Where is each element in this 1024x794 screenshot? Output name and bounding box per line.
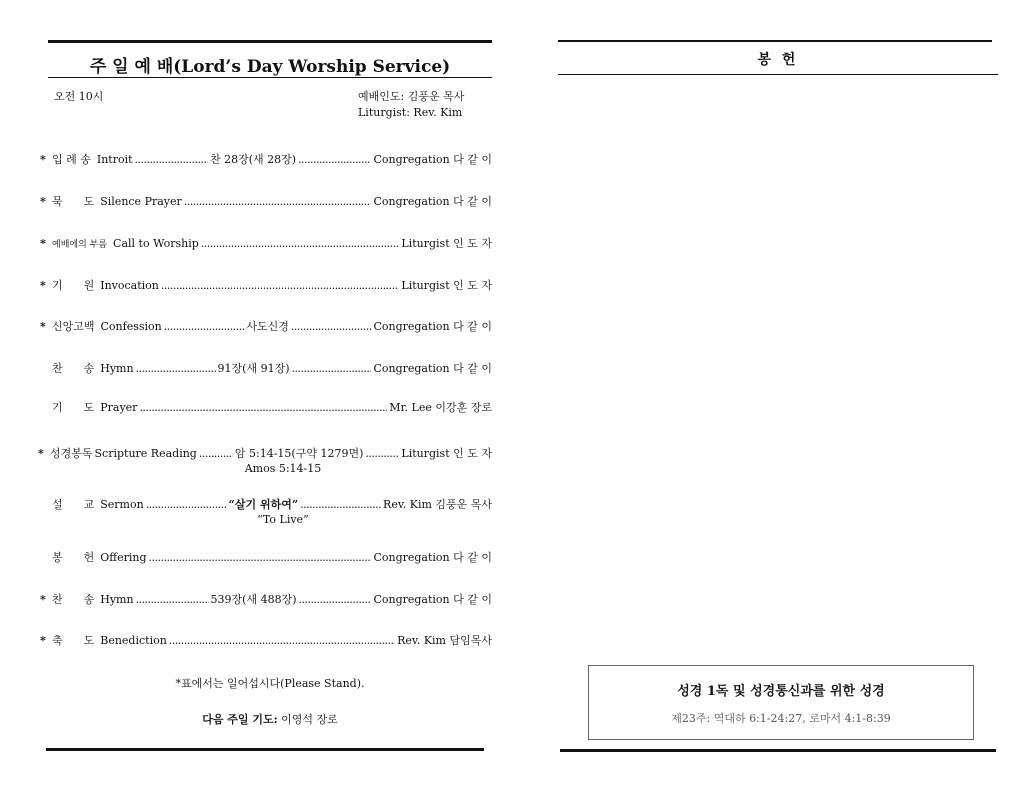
- stand-marker: *: [40, 152, 46, 166]
- item-role: Liturgist 인 도 자: [401, 279, 492, 292]
- item-label-ko: 설 교: [52, 498, 95, 511]
- item-label-en: Benediction: [100, 633, 167, 647]
- left-top-rule: [48, 40, 492, 43]
- item-label-ko: 기 원: [52, 279, 95, 292]
- worship-leader-en: Liturgist: Rev. Kim: [358, 106, 463, 119]
- sermon-title-en: “To Live”: [257, 513, 309, 526]
- stand-marker: *: [40, 194, 46, 208]
- bible-reading-title: 성경 1독 및 성경통신과를 위한 성경: [677, 684, 885, 699]
- item-label-en: Offering: [100, 550, 147, 564]
- item-role: Congregation 다 같 이: [373, 320, 492, 333]
- item-label-ko: 입 례 송: [52, 153, 91, 166]
- list-item: [40, 318, 492, 334]
- item-role: Congregation 다 같 이: [373, 593, 492, 606]
- dot-leader: [135, 153, 208, 166]
- item-role: Liturgist 인 도 자: [401, 447, 492, 460]
- item-label-en: Sermon: [100, 497, 144, 511]
- list-item: [40, 151, 492, 167]
- list-item: [40, 399, 492, 415]
- list-item: [40, 632, 492, 648]
- item-label-en: Hymn: [100, 592, 134, 606]
- item-role: Congregation 다 같 이: [373, 195, 492, 208]
- right-title-underline: [558, 74, 998, 75]
- stand-marker: *: [40, 319, 46, 333]
- item-label-ko: 기 도: [52, 401, 95, 414]
- dot-leader: [199, 447, 233, 460]
- list-item: [40, 549, 492, 565]
- dot-leader: [164, 320, 245, 333]
- item-label-en: Call to Worship: [113, 236, 199, 250]
- item-label-en: Invocation: [100, 278, 159, 292]
- service-title: 주 일 예 배(Lord’s Day Worship Service): [89, 57, 451, 77]
- item-label-ko: 축 도: [52, 634, 95, 647]
- dot-leader: [184, 195, 372, 208]
- bible-reading-schedule: 제23주: 역대하 6:1-24:27, 로마서 4:1-8:39: [671, 712, 891, 725]
- dot-leader: [136, 362, 216, 375]
- dot-leader: [136, 593, 209, 606]
- item-label-ko: 봉 헌: [52, 551, 95, 564]
- stand-marker: *: [40, 278, 46, 292]
- item-label-en: Hymn: [100, 361, 134, 375]
- dot-leader: [139, 401, 387, 414]
- item-label-ko: 묵 도: [52, 195, 95, 208]
- right-top-rule: [558, 40, 992, 42]
- right-bottom-rule: [560, 749, 996, 752]
- stand-note: *표에서는 일어섭시다(Please Stand).: [175, 677, 365, 690]
- item-label-en: Silence Prayer: [100, 194, 182, 208]
- dot-leader: [298, 153, 371, 166]
- item-label-ko: 성경봉독: [50, 447, 93, 460]
- list-item: [40, 235, 492, 251]
- item-label-en: Scripture Reading: [94, 446, 197, 460]
- dot-leader: [169, 634, 395, 647]
- item-role: Rev. Kim 담임목사: [397, 634, 492, 647]
- sermon-title: “살기 위하여”: [228, 498, 299, 511]
- item-label-ko: 찬 송: [52, 362, 95, 375]
- dot-leader: [161, 279, 400, 292]
- next-week-prayer: [48, 711, 492, 727]
- item-label-en: Confession: [100, 319, 162, 333]
- item-role: Liturgist 인 도 자: [401, 237, 492, 250]
- list-item: [40, 360, 492, 376]
- dot-leader: [201, 237, 400, 250]
- offering-title: 봉 헌: [757, 52, 799, 68]
- item-detail: 사도신경: [246, 320, 289, 333]
- item-detail: 찬 28장(새 28장): [209, 153, 297, 166]
- scripture-reference-en: Amos 5:14-15: [244, 462, 322, 475]
- stand-marker: *: [38, 446, 44, 460]
- item-role: Congregation 다 같 이: [373, 362, 492, 375]
- list-item: [40, 496, 492, 512]
- dot-leader: [291, 362, 371, 375]
- item-detail: 암 5:14-15(구약 1279면): [234, 447, 364, 460]
- list-item: [38, 445, 492, 461]
- dot-leader: [298, 593, 371, 606]
- dot-leader: [148, 551, 371, 564]
- next-prayer-label: 다음 주일 기도:: [202, 713, 278, 726]
- left-title-underline: [48, 77, 492, 78]
- stand-marker: *: [40, 633, 46, 647]
- item-label-ko: 신앙고백: [52, 320, 95, 333]
- dot-leader: [300, 498, 381, 511]
- item-label-en: Prayer: [100, 400, 138, 414]
- item-detail: 539장(새 488장): [210, 593, 297, 606]
- item-role: Rev. Kim 김풍운 목사: [383, 498, 493, 511]
- stand-marker: *: [40, 592, 46, 606]
- item-role: Congregation 다 같 이: [373, 551, 492, 564]
- next-prayer-name: 이영석 장로: [281, 713, 338, 726]
- worship-leader-ko: 예배인도: 김풍운 목사: [358, 90, 465, 103]
- item-label-ko: 찬 송: [52, 593, 95, 606]
- stand-marker: *: [40, 236, 46, 250]
- list-item: [40, 277, 492, 293]
- dot-leader: [365, 447, 399, 460]
- bible-reading-box: [588, 665, 974, 740]
- item-label-en: Introit: [96, 152, 133, 166]
- list-item: [40, 193, 492, 209]
- item-role: Congregation 다 같 이: [373, 153, 493, 166]
- left-bottom-rule: [46, 748, 484, 751]
- item-label-ko: 예배에의 부름: [52, 239, 108, 250]
- dot-leader: [291, 320, 372, 333]
- service-time: 오전 10시: [54, 90, 104, 103]
- dot-leader: [146, 498, 227, 511]
- item-role: Mr. Lee 이강훈 장로: [389, 401, 492, 414]
- item-detail: 91장(새 91장): [217, 362, 290, 375]
- list-item: [40, 591, 492, 607]
